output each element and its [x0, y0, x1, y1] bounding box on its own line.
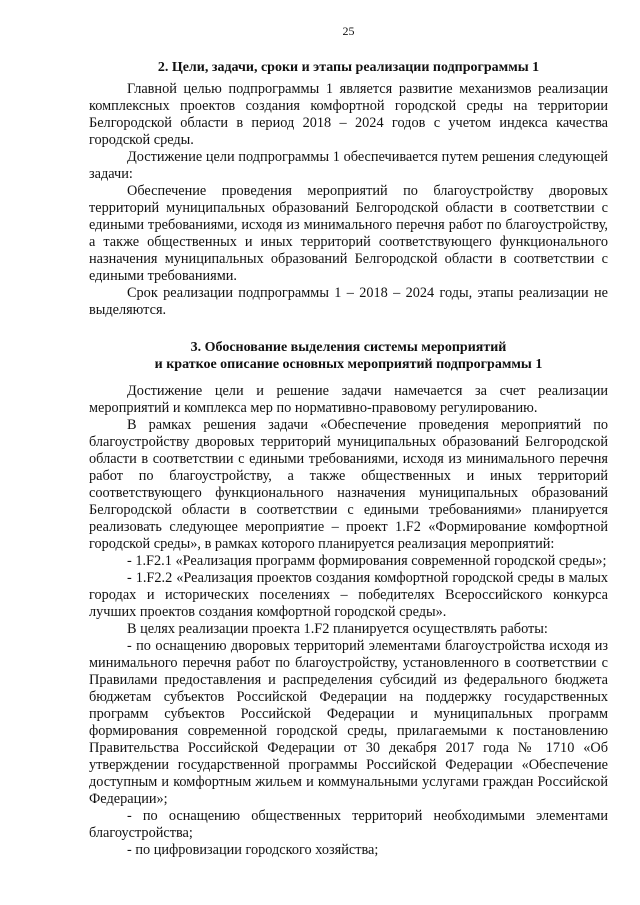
list-item: - по оснащению общественных территорий необходимыми элементами благоустройства; — [89, 808, 608, 841]
list-item: - 1.F2.1 «Реализация программ формирования современной городской среды»; — [127, 553, 607, 569]
section-2-body — [89, 81, 608, 319]
section-3-body — [89, 383, 608, 859]
paragraph: Достижение цели и решение задачи намечается за счет реализации мероприятий и комплекса мер по нормативно-правовому регулированию. — [89, 383, 608, 416]
paragraph: Срок реализации подпрограммы 1 – 2018 – 2024 годы, этапы реализации не выделяются. — [89, 285, 608, 318]
section-3-heading-line-1: 3. Обоснование выделения системы мероприятий — [190, 340, 507, 355]
section-3-heading — [89, 339, 608, 373]
list-item: - по оснащению дворовых территорий элементами благоустройства исходя из минимального перечня работ по благоустройству, установленного в соответствии с Правилами предоставления и распределения субсидий из федерального бюджета бюджетам субъектов Российской Федерации на поддержку государственных программ субъектов Российской Федерации и муниципальных программ формирования современной городской среды, прилагаемыми к постановлению Правительства Российской Федерации от 30 декабря 2017 года № 1710 «Об утверждении государственной программы Российской Федерации «Обеспечение доступным и комфортным жильем и коммунальными услугами граждан Российской Федерации»; — [89, 638, 608, 807]
page-number: 25 — [342, 24, 355, 38]
paragraph: В целях реализации проекта 1.F2 планируется осуществлять работы: — [127, 621, 548, 637]
paragraph: Главной целью подпрограммы 1 является развитие механизмов реализации комплексных проектов создания комфортной городской среды на территории Белгородской области в период 2018 – 2024 годов с учетом индекса качества городской среды. — [89, 81, 608, 148]
section-3-heading-line-2: и краткое описание основных мероприятий подпрограммы 1 — [154, 357, 543, 372]
paragraph: Достижение цели подпрограммы 1 обеспечивается путем решения следующей задачи: — [89, 149, 608, 182]
list-item: - 1.F2.2 «Реализация проектов создания комфортной городской среды в малых городах и исторических поселениях – победителях Всероссийского конкурса лучших проектов создания комфортной городской среды». — [89, 570, 608, 620]
paragraph: Обеспечение проведения мероприятий по благоустройству дворовых территорий муниципальных образований Белгородской области в соответствии с едиными требованиями, исходя из минимального перечня работ по благоустройству, а также общественных и иных территорий соответствующего функционального назначения муниципальных образований Белгородской области в соответствии с едиными требованиями. — [89, 183, 608, 284]
section-2-heading: 2. Цели, задачи, сроки и этапы реализации подпрограммы 1 — [157, 60, 540, 75]
list-item: - по цифровизации городского хозяйства; — [127, 842, 379, 858]
paragraph: В рамках решения задачи «Обеспечение проведения мероприятий по благоустройству дворовых территорий муниципальных образований Белгородской области в соответствии с едиными требованиями, исходя из минимального перечня работ по благоустройству, а также общественных и иных территорий соответствующего функционального назначения муниципальных образований Белгородской области в соответствии с едиными требованиями» планируется реализовать следующее мероприятие – проект 1.F2 «Формирование комфортной городской среды», в рамках которого планируется реализация мероприятий: — [89, 417, 608, 552]
